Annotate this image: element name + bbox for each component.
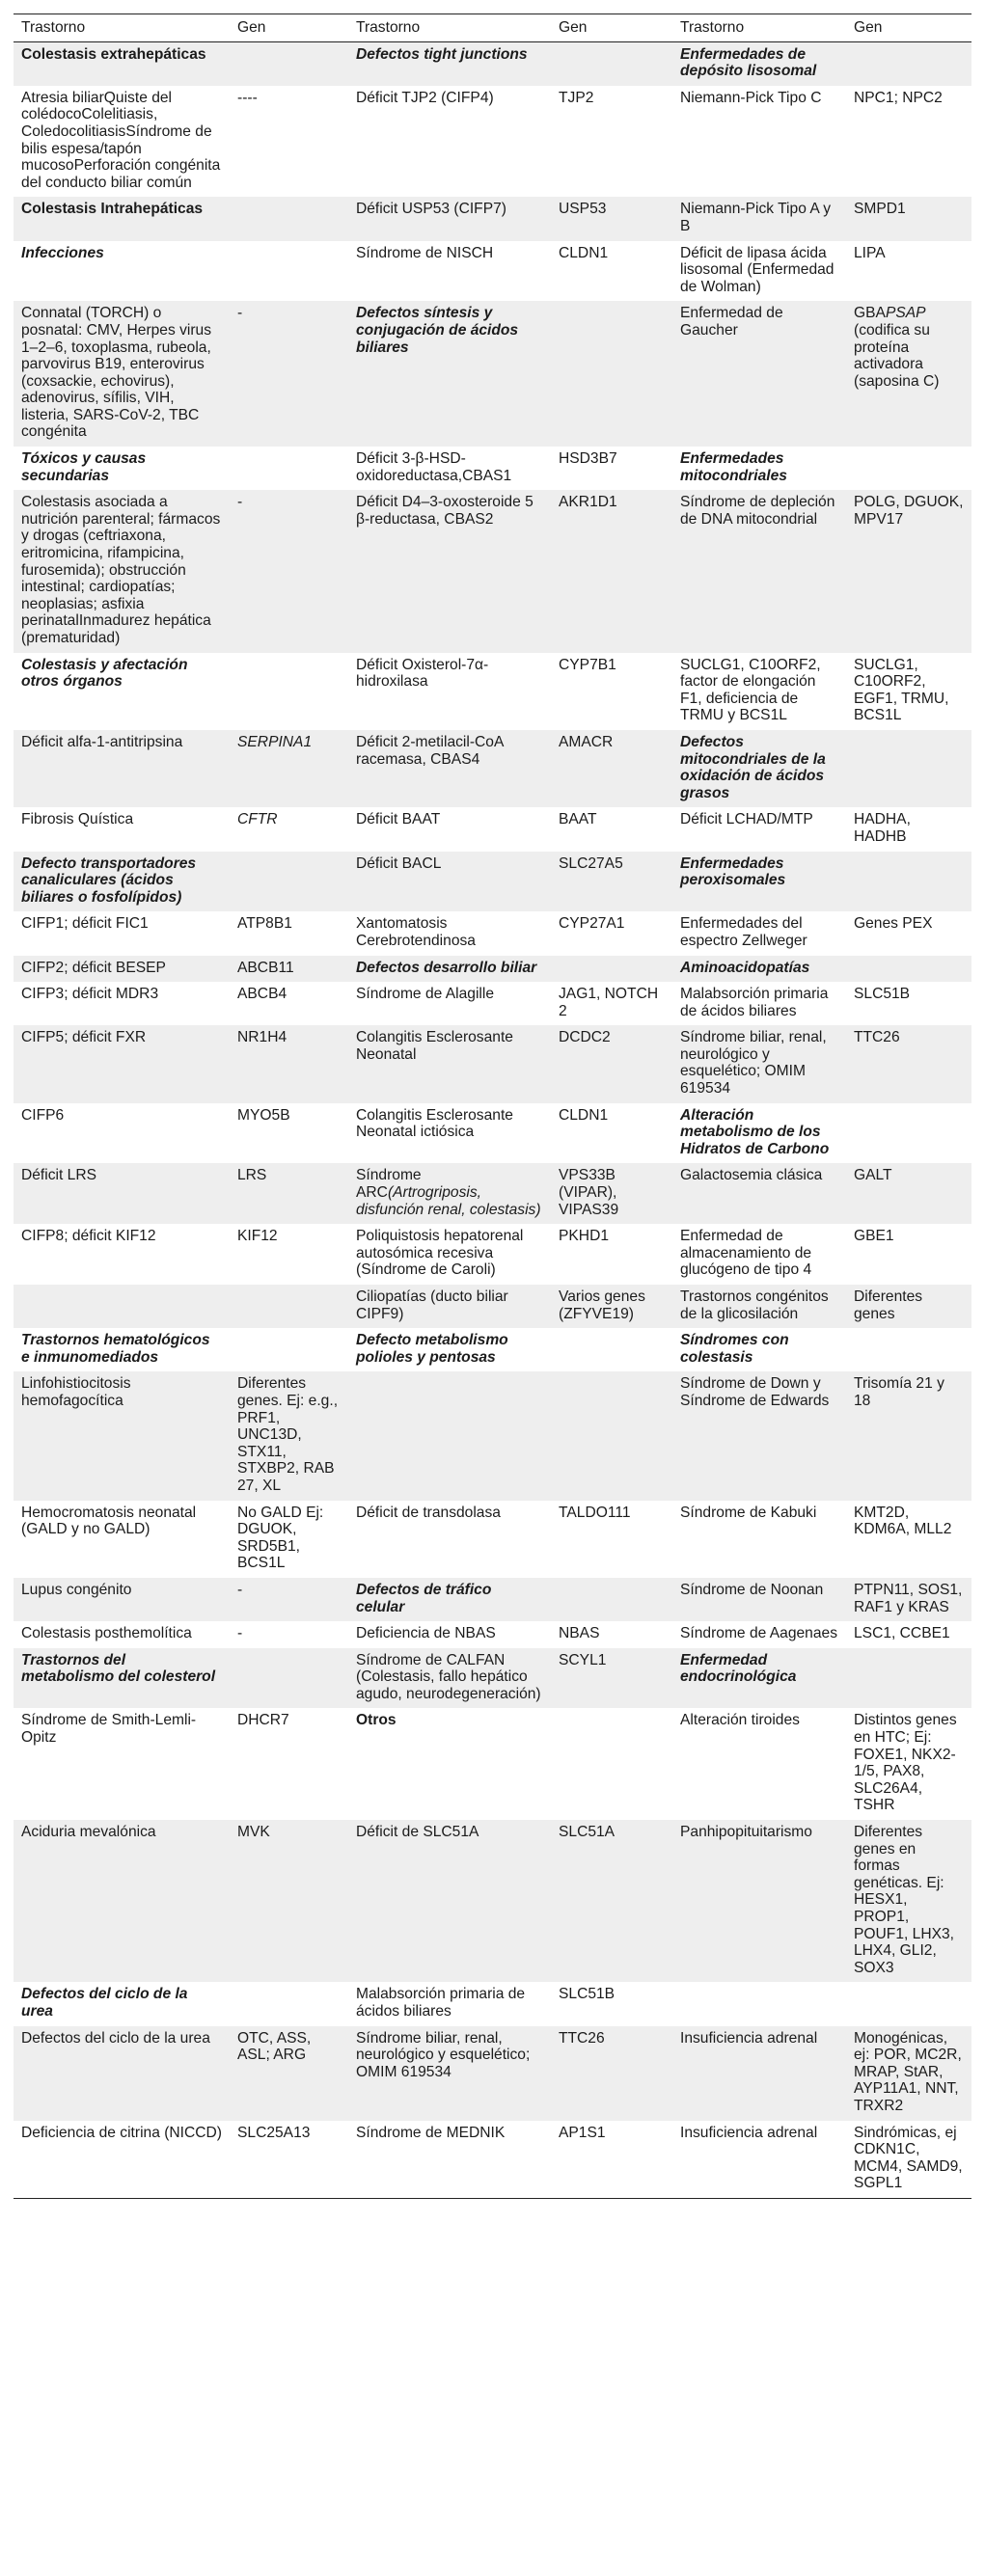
disorder-cell: Insuficiencia adrenal bbox=[672, 2026, 846, 2121]
disorder-cell: Xantomatosis Cerebrotendinosa bbox=[356, 915, 476, 949]
gene-cell: - bbox=[237, 1625, 243, 1642]
disorder-cell: Tóxicos y causas secundarias bbox=[21, 450, 147, 484]
disorder-cell: Síndrome biliar, renal, neurológico y esquelético; OMIM 619534 bbox=[348, 2026, 551, 2121]
disorder-cell: Síndrome ARC(Artrogriposis, disfunción renal, colestasis) bbox=[348, 1163, 551, 1224]
header-gen-2: Gen bbox=[559, 19, 588, 36]
disorder-cell: Infecciones bbox=[21, 244, 104, 261]
disorder-cell: Malabsorción primaria de ácidos biliares bbox=[356, 1986, 526, 2020]
gene-cell: - bbox=[230, 1578, 348, 1621]
gene-cell: MVK bbox=[230, 1820, 348, 1982]
gene-cell: SCYL1 bbox=[551, 1648, 672, 1709]
disorder-cell: Niemann-Pick Tipo C bbox=[680, 89, 822, 106]
gene-cell: CLDN1 bbox=[559, 1106, 609, 1124]
gene-cell: TTC26 bbox=[846, 1025, 971, 1102]
disorder-cell: Deficiencia de NBAS bbox=[356, 1625, 496, 1642]
disorder-cell: Enfermedad de Gaucher bbox=[672, 301, 846, 447]
gene-cell: CFTR bbox=[237, 811, 278, 828]
gene-cell bbox=[846, 956, 971, 983]
disorder-cell: Déficit 3-β-HSD-oxidoreductasa,CBAS1 bbox=[356, 450, 512, 484]
disorder-cell: Trastornos hematológicos e inmunomediados bbox=[21, 1332, 210, 1366]
table-row bbox=[14, 41, 971, 86]
disorder-cell: Síndrome de Aagenaes bbox=[680, 1625, 837, 1642]
disorder-cell: Alteración metabolismo de los Hidratos de Carbono bbox=[680, 1106, 830, 1157]
gene-cell bbox=[551, 956, 672, 983]
gene-cell: Varios genes (ZFYVE19) bbox=[551, 1285, 672, 1328]
disorder-cell: Déficit USP53 (CIFP7) bbox=[348, 197, 551, 240]
disorder-cell: Defectos mitocondriales de la oxidación de ácidos grasos bbox=[672, 730, 846, 807]
gene-cell: SLC51A bbox=[551, 1820, 672, 1982]
disorder-cell: Enfermedades de depósito lisosomal bbox=[672, 41, 846, 86]
table-row bbox=[14, 730, 971, 807]
gene-cell bbox=[846, 1648, 971, 1709]
gene-cell: HSD3B7 bbox=[559, 450, 617, 468]
disorder-cell: Colangitis Esclerosante Neonatal bbox=[348, 1025, 551, 1102]
disorder-cell: Déficit LCHAD/MTP bbox=[680, 811, 813, 828]
gene-cell: PTPN11, SOS1, RAF1 y KRAS bbox=[846, 1578, 971, 1621]
gene-cell: Diferentes genes. Ej: e.g., PRF1, UNC13D, STX11, STXBP2, RAB 27, XL bbox=[230, 1371, 348, 1500]
table-row bbox=[14, 1501, 971, 1578]
disorder-cell: CIFP6 bbox=[21, 1106, 65, 1124]
gene-cell: TTC26 bbox=[551, 2026, 672, 2121]
gene-cell: ---- bbox=[237, 89, 258, 106]
gene-cell: AP1S1 bbox=[559, 2124, 606, 2141]
table-row bbox=[14, 1025, 971, 1102]
header-trastorno-3: Trastorno bbox=[680, 19, 745, 36]
gene-cell: Monogénicas, ej: POR, MC2R, MRAP, StAR, AYP11A1, NNT, TRXR2 bbox=[846, 2026, 971, 2121]
disorder-cell: Fibrosis Quística bbox=[21, 811, 134, 828]
disorder-cell: CIFP8; déficit KIF12 bbox=[21, 1228, 156, 1245]
disorder-cell: Síndrome biliar, renal, neurológico y esquelético; OMIM 619534 bbox=[672, 1025, 846, 1102]
disorder-cell bbox=[14, 1285, 230, 1328]
gene-cell: Diferentes genes bbox=[846, 1285, 971, 1328]
disorder-cell: Déficit BACL bbox=[348, 852, 551, 912]
disorder-cell: Síndrome de MEDNIK bbox=[356, 2124, 506, 2141]
gene-cell: DHCR7 bbox=[237, 1712, 289, 1729]
table-row bbox=[14, 2121, 971, 2199]
gene-cell bbox=[846, 1982, 971, 2025]
gene-cell bbox=[846, 1103, 971, 1164]
gene-cell: ATP8B1 bbox=[237, 915, 292, 933]
disorder-cell: Colestasis y afectación otros órganos bbox=[21, 656, 188, 691]
gene-cell bbox=[230, 852, 348, 912]
disorder-cell: Trastornos del metabolismo del colesterol bbox=[14, 1648, 230, 1709]
disorder-cell: Galactosemia clásica bbox=[672, 1163, 846, 1224]
disorder-cell: Alteración tiroides bbox=[680, 1712, 800, 1729]
disorder-cell: Panhipopituitarismo bbox=[672, 1820, 846, 1982]
gene-cell: ABCB4 bbox=[237, 986, 287, 1003]
disorder-cell: Síndrome de Kabuki bbox=[680, 1504, 817, 1521]
gene-cell: ABCB11 bbox=[230, 956, 348, 983]
header-gen-3: Gen bbox=[854, 19, 883, 36]
disorder-cell: Linfohistiocitosis hemofagocítica bbox=[14, 1371, 230, 1500]
table-body bbox=[14, 41, 971, 2198]
table-row bbox=[14, 197, 971, 240]
gene-cell: Distintos genes en HTC; Ej: FOXE1, NKX2-1/5, PAX8, SLC26A4, TSHR bbox=[854, 1712, 957, 1814]
gene-cell bbox=[230, 1982, 348, 2025]
gene-cell bbox=[551, 1578, 672, 1621]
gene-cell: JAG1, NOTCH 2 bbox=[559, 986, 659, 1019]
table-row bbox=[14, 1328, 971, 1371]
table-row bbox=[14, 982, 971, 1025]
table-row bbox=[14, 1648, 971, 1709]
disorder-cell bbox=[672, 1982, 846, 2025]
disorder-cell: Síndrome de Smith-Lemli-Opitz bbox=[21, 1712, 197, 1747]
disorders-genes-table bbox=[14, 14, 971, 2199]
disorder-cell: Déficit de transdolasa bbox=[356, 1504, 501, 1521]
gene-cell: DCDC2 bbox=[551, 1025, 672, 1102]
disorder-cell: Enfermedades mitocondriales bbox=[680, 450, 787, 484]
gene-cell: NBAS bbox=[559, 1625, 600, 1642]
gene-cell: TALDO111 bbox=[559, 1504, 631, 1521]
gene-cell: SLC25A13 bbox=[237, 2124, 311, 2141]
table-row bbox=[14, 852, 971, 912]
table-row bbox=[14, 956, 971, 983]
disorder-cell: Niemann-Pick Tipo A y B bbox=[672, 197, 846, 240]
gene-cell bbox=[230, 1648, 348, 1709]
gene-cell: TJP2 bbox=[559, 89, 594, 106]
gene-cell: LIPA bbox=[854, 244, 886, 261]
gene-cell bbox=[230, 1328, 348, 1371]
disorder-cell: Síndrome de Noonan bbox=[672, 1578, 846, 1621]
disorder-cell: Síndrome de Down y Síndrome de Edwards bbox=[672, 1371, 846, 1500]
disorder-cell: Déficit D4–3-oxosteroide 5 β-reductasa, CBAS2 bbox=[348, 490, 551, 652]
gene-cell bbox=[551, 1371, 672, 1500]
disorder-cell: Defectos síntesis y conjugación de ácidos biliares bbox=[348, 301, 551, 447]
gene-cell: NPC1; NPC2 bbox=[854, 89, 943, 106]
gene-cell bbox=[230, 653, 348, 730]
table-row bbox=[14, 1285, 971, 1328]
disorder-cell: SUCLG1, C10ORF2, factor de elongación F1, deficiencia de TRMU y BCS1L bbox=[680, 656, 821, 724]
disorder-cell: Defectos de tráfico celular bbox=[348, 1578, 551, 1621]
gene-cell: NR1H4 bbox=[230, 1025, 348, 1102]
gene-cell bbox=[230, 1285, 348, 1328]
disorder-cell: Colestasis posthemolítica bbox=[21, 1625, 192, 1642]
gene-cell bbox=[551, 1708, 672, 1820]
table-row bbox=[14, 1982, 971, 2025]
disorder-cell: Déficit de SLC51A bbox=[348, 1820, 551, 1982]
gene-cell: CYP7B1 bbox=[559, 656, 616, 673]
disorder-cell: Defectos tight junctions bbox=[348, 41, 551, 86]
table-row bbox=[14, 1224, 971, 1285]
gene-cell: Sindrómicas, ej CDKN1C, MCM4, SAMD9, SGPL1 bbox=[854, 2124, 963, 2192]
gene-cell: VPS33B (VIPAR), VIPAS39 bbox=[551, 1163, 672, 1224]
header-trastorno-2: Trastorno bbox=[356, 19, 421, 36]
disorder-cell: Enfermedades peroxisomales bbox=[672, 852, 846, 912]
table-row bbox=[14, 1163, 971, 1224]
disorder-cell: Colestasis Intrahepáticas bbox=[14, 197, 230, 240]
table-row bbox=[14, 301, 971, 447]
gene-cell: Genes PEX bbox=[854, 915, 933, 933]
disorder-cell: Aciduria mevalónica bbox=[14, 1820, 230, 1982]
disorder-cell: Colestasis extrahepáticas bbox=[14, 41, 230, 86]
gene-cell bbox=[846, 41, 971, 86]
disorder-cell: Deficiencia de citrina (NICCD) bbox=[21, 2124, 222, 2141]
gene-cell: SMPD1 bbox=[846, 197, 971, 240]
gene-cell: POLG, DGUOK, MPV17 bbox=[846, 490, 971, 652]
disorder-cell: Poliquistosis hepatorenal autosómica recesiva (Síndrome de Caroli) bbox=[356, 1228, 524, 1279]
gene-cell: LSC1, CCBE1 bbox=[854, 1625, 950, 1642]
disorder-cell: Enfermedad endocrinológica bbox=[672, 1648, 846, 1709]
gene-cell bbox=[230, 241, 348, 302]
gene-cell: SLC51B bbox=[854, 986, 911, 1003]
table-row bbox=[14, 86, 971, 198]
gene-cell bbox=[846, 852, 971, 912]
disorder-cell: Enfermedades del espectro Zellweger bbox=[680, 915, 807, 949]
disorder-cell: Síndrome de CALFAN (Colestasis, fallo hepático agudo, neurodegeneración) bbox=[348, 1648, 551, 1709]
disorder-cell: Trastornos congénitos de la glicosilación bbox=[672, 1285, 846, 1328]
gene-cell: No GALD Ej: DGUOK, SRD5B1, BCS1L bbox=[237, 1504, 324, 1572]
disorder-cell: Colangitis Esclerosante Neonatal ictiósica bbox=[356, 1106, 513, 1141]
gene-cell bbox=[230, 41, 348, 86]
disorder-cell: Defecto transportadores canaliculares (ácidos biliares o fosfolípidos) bbox=[14, 852, 230, 912]
table-row bbox=[14, 241, 971, 302]
disorder-cell: Síndromes con colestasis bbox=[680, 1332, 789, 1366]
gene-cell: OTC, ASS, ASL; ARG bbox=[230, 2026, 348, 2121]
table-row bbox=[14, 911, 971, 955]
disorder-cell: Hemocromatosis neonatal (GALD y no GALD) bbox=[21, 1504, 197, 1538]
gene-cell: - bbox=[230, 301, 348, 447]
disorder-cell: Déficit 2-metilacil-CoA racemasa, CBAS4 bbox=[348, 730, 551, 807]
disorder-cell: Aminoacidopatías bbox=[672, 956, 846, 983]
disorder-cell: Connatal (TORCH) o posnatal: CMV, Herpes virus 1–2–6, toxoplasma, rubeola, parvovirus B19, enterovirus (coxsackie, echovirus), adenovirus, sífilis, VIH, listeria, SARS-CoV-2, TBC congénita bbox=[14, 301, 230, 447]
gene-cell: KMT2D, KDM6A, MLL2 bbox=[854, 1504, 952, 1538]
table-header-row bbox=[14, 14, 971, 42]
disorder-cell: Déficit BAAT bbox=[356, 811, 441, 828]
gene-cell: Trisomía 21 y 18 bbox=[846, 1371, 971, 1500]
table-row bbox=[14, 1103, 971, 1164]
gene-cell: SUCLG1, C10ORF2, EGF1, TRMU, BCS1L bbox=[854, 656, 949, 724]
gene-cell: GBE1 bbox=[854, 1228, 894, 1245]
table-row bbox=[14, 1820, 971, 1982]
disorder-cell bbox=[348, 1371, 551, 1500]
gene-cell: BAAT bbox=[559, 811, 597, 828]
disorder-cell: Insuficiencia adrenal bbox=[680, 2124, 818, 2141]
gene-cell bbox=[230, 197, 348, 240]
disorder-cell: Lupus congénito bbox=[14, 1578, 230, 1621]
gene-cell bbox=[230, 447, 348, 490]
disorder-cell: Síndrome de NISCH bbox=[356, 244, 494, 261]
disorder-cell: CIFP1; déficit FIC1 bbox=[21, 915, 149, 933]
disorder-cell: Déficit TJP2 (CIFP4) bbox=[356, 89, 494, 106]
header-gen-1: Gen bbox=[237, 19, 266, 36]
disorder-cell: Defectos del ciclo de la urea bbox=[21, 1986, 188, 2020]
gene-cell: AKR1D1 bbox=[551, 490, 672, 652]
disorder-cell: Síndrome de Alagille bbox=[356, 986, 495, 1003]
disorder-cell: Síndrome de depleción de DNA mitocondrial bbox=[672, 490, 846, 652]
table-row bbox=[14, 1371, 971, 1500]
table-row bbox=[14, 1708, 971, 1820]
gene-cell: PKHD1 bbox=[559, 1228, 609, 1245]
header-trastorno-1: Trastorno bbox=[21, 19, 86, 36]
gene-cell: SLC51B bbox=[559, 1986, 616, 2003]
table-row bbox=[14, 490, 971, 652]
disorder-cell: Colestasis asociada a nutrición parenteral; fármacos y drogas (ceftriaxona, eritromicina, rifampicina, furosemida); obstrucción intestinal; cardiopatías; neoplasias; asfixia perinatalInmadurez hepática (prematuridad) bbox=[14, 490, 230, 652]
gene-cell bbox=[551, 301, 672, 447]
disorder-cell: Déficit de lipasa ácida lisosomal (Enfermedad de Wolman) bbox=[680, 244, 835, 295]
gene-cell bbox=[846, 447, 971, 490]
disorder-cell: Defectos del ciclo de la urea bbox=[14, 2026, 230, 2121]
table-row bbox=[14, 2026, 971, 2121]
disorder-cell: Enfermedad de almacenamiento de glucógeno de tipo 4 bbox=[680, 1228, 812, 1279]
gene-cell bbox=[551, 1328, 672, 1371]
disorder-cell: CIFP3; déficit MDR3 bbox=[21, 986, 159, 1003]
gene-cell: CYP27A1 bbox=[559, 915, 625, 933]
disorder-cell: Otros bbox=[356, 1712, 397, 1729]
gene-cell: USP53 bbox=[551, 197, 672, 240]
gene-cell: LRS bbox=[230, 1163, 348, 1224]
disorder-cell: Déficit LRS bbox=[14, 1163, 230, 1224]
gene-cell: CLDN1 bbox=[559, 244, 609, 261]
disorder-cell: Ciliopatías (ducto biliar CIPF9) bbox=[348, 1285, 551, 1328]
table-row bbox=[14, 447, 971, 490]
gene-cell: Diferentes genes en formas genéticas. Ej: HESX1, PROP1, POUF1, LHX3, LHX4, GLI2, SOX3 bbox=[846, 1820, 971, 1982]
disorder-cell: CIFP5; déficit FXR bbox=[14, 1025, 230, 1102]
gene-cell: MYO5B bbox=[237, 1106, 290, 1124]
gene-cell: KIF12 bbox=[237, 1228, 278, 1245]
table-row bbox=[14, 653, 971, 730]
gene-cell: SERPINA1 bbox=[230, 730, 348, 807]
disorder-cell: Malabsorción primaria de ácidos biliares bbox=[680, 986, 829, 1019]
gene-cell bbox=[846, 730, 971, 807]
table-row bbox=[14, 807, 971, 851]
disorder-cell: Defecto metabolismo polioles y pentosas bbox=[356, 1332, 508, 1366]
gene-cell: - bbox=[230, 490, 348, 652]
gene-cell: AMACR bbox=[551, 730, 672, 807]
disorder-cell: CIFP2; déficit BESEP bbox=[14, 956, 230, 983]
disorder-cell: Atresia biliarQuiste del colédocoColelitiasis, ColedocolitiasisSíndrome de bilis espesa/tapón mucosoPerforación congénita del conducto biliar común bbox=[21, 89, 221, 191]
gene-cell bbox=[551, 41, 672, 86]
disorder-cell: Déficit alfa-1-antitripsina bbox=[14, 730, 230, 807]
disorder-cell: Déficit Oxisterol-7α-hidroxilasa bbox=[356, 656, 489, 691]
gene-cell: GALT bbox=[846, 1163, 971, 1224]
gene-cell: GBAPSAP (codifica su proteína activadora (saposina C) bbox=[846, 301, 971, 447]
disorder-cell: Defectos desarrollo biliar bbox=[348, 956, 551, 983]
gene-cell: HADHA, HADHB bbox=[854, 811, 911, 845]
table-row bbox=[14, 1578, 971, 1621]
gene-cell: SLC27A5 bbox=[551, 852, 672, 912]
gene-cell bbox=[846, 1328, 971, 1371]
table-row bbox=[14, 1621, 971, 1648]
